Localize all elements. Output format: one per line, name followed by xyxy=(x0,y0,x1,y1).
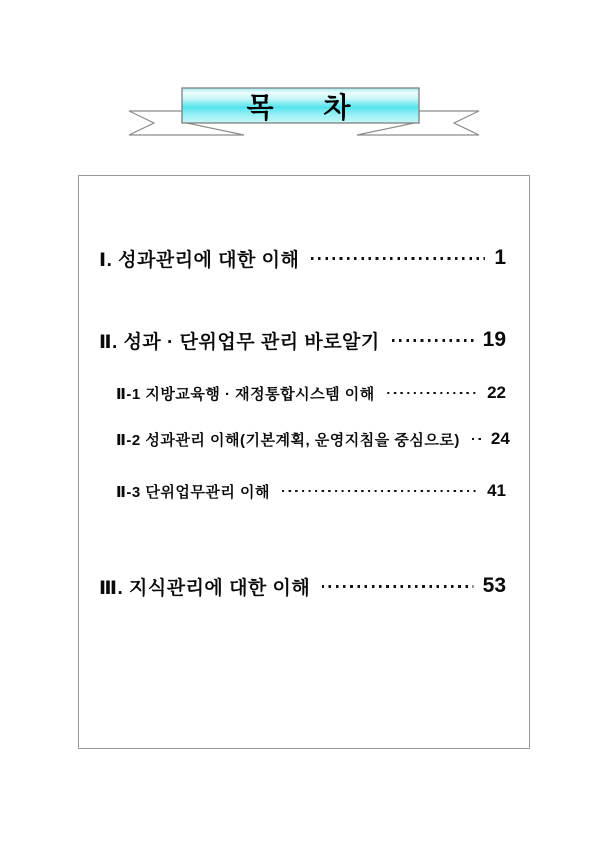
dot-leader xyxy=(322,585,473,588)
dot-leader xyxy=(282,490,478,492)
toc-entry xyxy=(79,244,529,272)
toc-entry-page-number: 53 xyxy=(482,574,506,597)
toc-entry-label: Ⅲ. 지식관리에 대한 이해 xyxy=(99,577,311,599)
toc-entry-label: Ⅰ. 성과관리에 대한 이해 xyxy=(99,249,300,271)
toc-entry-page-number: 19 xyxy=(482,328,506,351)
toc-subentry xyxy=(79,381,529,405)
dot-leader xyxy=(472,438,482,440)
dot-leader xyxy=(387,392,478,394)
toc-entry-label: Ⅱ-1 지방교육행 · 재정통합시스템 이해 xyxy=(116,385,375,403)
toc-entry-page-number: 22 xyxy=(487,383,506,402)
toc-subentry xyxy=(79,479,529,503)
toc-entry xyxy=(79,326,529,354)
toc-entry-page-number: 1 xyxy=(494,246,506,269)
toc-entry xyxy=(79,572,529,600)
dot-leader xyxy=(311,257,485,260)
toc-entry-label: Ⅱ-3 단위업무관리 이해 xyxy=(116,483,270,501)
toc-entry-page-number: 24 xyxy=(490,429,510,448)
toc-entry-label: Ⅱ. 성과 · 단위업무 관리 바로알기 xyxy=(99,331,380,353)
toc-ribbon-banner xyxy=(112,86,496,146)
toc-banner-title: 목 차 xyxy=(246,91,355,123)
toc-entry-page-number: 41 xyxy=(487,481,506,500)
toc-subentry xyxy=(79,427,529,451)
dot-leader xyxy=(392,339,474,342)
toc-box xyxy=(78,175,530,749)
toc-entry-label: Ⅱ-2 성과관리 이해(기본계획, 운영지침을 중심으로) xyxy=(116,431,460,449)
